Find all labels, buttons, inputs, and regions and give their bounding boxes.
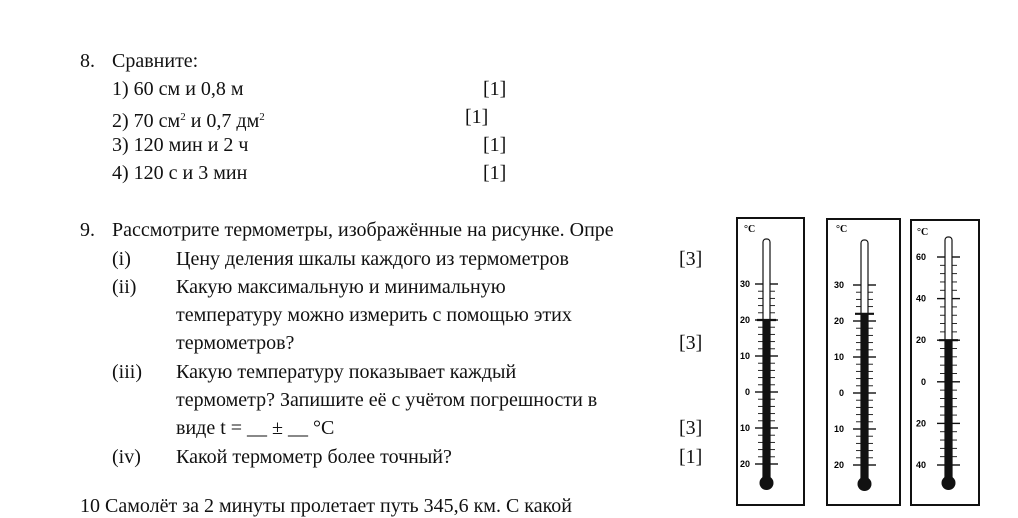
q9-part-ii-line-3: термометров? [176,332,295,354]
thermometer-1-svg [738,219,803,504]
q8-item-3: 3) 120 мин и 2 ч [112,134,249,156]
tick-label: 20 [833,460,844,470]
q9-part-iii-mark: [3] [679,417,703,439]
q8-number: 8. [80,50,95,72]
q9-part-i-mark: [3] [679,248,703,270]
tick-label: 10 [739,423,750,433]
mercury-column [946,340,952,483]
q9-part-iv-mark: [1] [679,446,703,468]
q9-part-iii-num: (iii) [112,361,142,383]
tick-label: 40 [915,460,926,470]
thermometer-2-svg [828,220,899,504]
mercury-column [862,314,868,484]
tick-label: 20 [915,335,926,346]
tick-label: 0 [744,387,750,397]
thermometer-bulb [858,477,872,491]
q9-part-iii-line-1: Какую температуру показывает каждый [176,361,517,383]
q8-mark-4: [1] [483,162,507,184]
q8-item-4: 4) 120 с и 3 мин [112,162,248,184]
q9-part-ii-line-2: температуру можно измерить с помощью этих [176,304,572,326]
tick-label: 30 [739,279,750,289]
tick-label: 0 [920,376,926,387]
thermometer-2 [826,218,901,506]
q10-cut-text: 10 Самолёт за 2 минуты пролетает путь 345,6 км. С какой [80,495,572,517]
tick-label: 10 [833,352,844,362]
q9-title: Рассмотрите термометры, изображённые на рисунке. Опре [112,219,614,241]
q8-mark-2: [1] [465,106,489,128]
tick-label: 60 [915,252,926,262]
q9-part-iii-line-3: виде t = __ ± __ °C [176,417,335,439]
q9-part-ii-mark: [3] [679,332,703,354]
tick-label: 20 [739,315,750,325]
q8-item-2-sup-a: 2 [180,111,186,123]
tick-label: 40 [915,293,926,304]
tick-label: 20 [915,418,926,429]
thermometer-bulb [760,476,774,490]
q9-part-iv-num: (iv) [112,446,141,468]
q9-part-ii-num: (ii) [112,276,137,298]
thermometer-unit-label: °C [917,227,929,238]
tick-label: 0 [838,388,844,398]
q8-title: Сравните: [112,50,199,72]
tick-label: 20 [833,316,844,326]
q8-item-2-a: 2) 70 см [112,110,181,132]
thermometer-1 [736,217,805,506]
q8-item-2-sup-b: 2 [259,111,265,123]
thermometer-3 [910,219,980,506]
q8-item-2 [112,105,265,133]
mercury-column [764,320,770,483]
thermometer-unit-label: °C [744,224,756,235]
q9-part-iv-line-1: Какой термометр более точный? [176,446,452,468]
q9-number: 9. [80,219,95,241]
q8-item-2-b: и 0,7 дм [185,110,260,132]
q8-mark-3: [1] [483,134,507,156]
q8-mark-1: [1] [483,78,507,100]
q9-part-i-num: (i) [112,248,131,270]
q9-part-i-line-1: Цену деления шкалы каждого из термометров [176,248,569,270]
q9-part-ii-line-1: Какую максимальную и минимальную [176,276,506,298]
tick-label: 20 [739,459,750,469]
tick-label: 10 [833,424,844,434]
thermometer-unit-label: °C [836,224,848,235]
q9-part-iii-line-2: термометр? Запишите её с учётом погрешности в [176,389,598,411]
thermometer-3-svg [912,221,978,504]
q8-item-1: 1) 60 см и 0,8 м [112,78,244,100]
tick-label: 30 [833,280,844,290]
tick-label: 10 [739,351,750,361]
thermometer-bulb [942,476,956,490]
